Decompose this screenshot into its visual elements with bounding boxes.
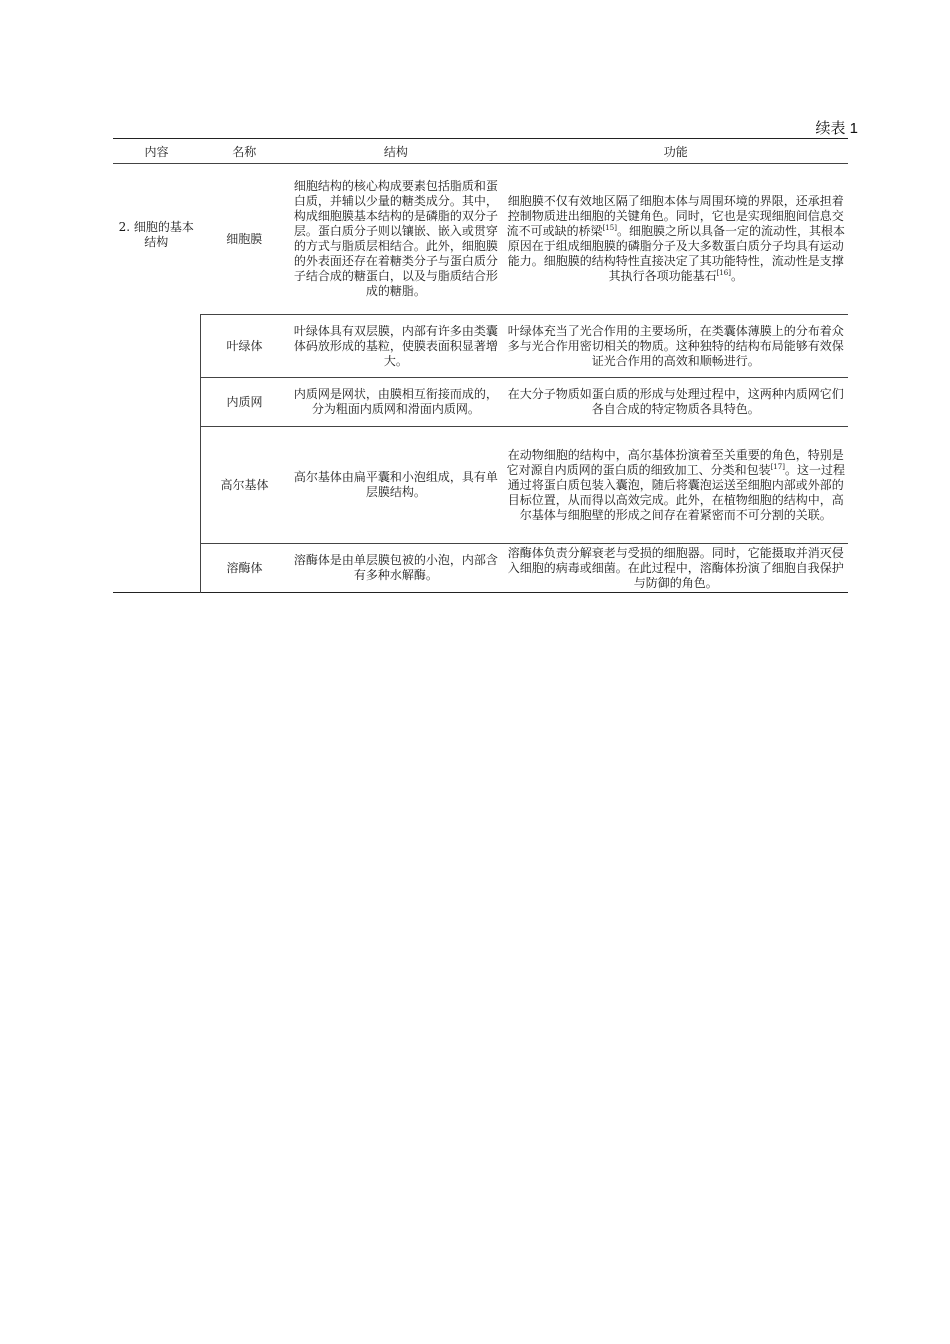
table-row [113, 544, 848, 593]
function-text: 。 [730, 269, 743, 283]
row-function: 溶酶体负责分解衰老与受损的细胞器。同时，它能摄取并消灭侵入细胞的病毒或细菌。在此过程中，溶酶体扮演了细胞自我保护与防御的角色。 [504, 544, 848, 593]
row-structure: 内质网是网状，由膜相互衔接而成的，分为粗面内质网和滑面内质网。 [288, 378, 503, 427]
citation: [16] [716, 269, 731, 277]
row-structure: 溶酶体是由单层膜包被的小泡，内部含有多种水解酶。 [288, 544, 503, 593]
function-text: 。这一过程通过将蛋白质包装入囊泡，随后将囊泡运送至细胞内部或外部的目标位置，从而得以高效完成。此外，在植物细胞的结构中，高尔基体与细胞壁的形成之间存在着紧密而不可分割的关联。 [507, 462, 845, 522]
category-cell: 2. 细胞的基本结构 [118, 220, 194, 249]
row-name: 细胞膜 [226, 231, 263, 246]
table-header-row [113, 139, 848, 164]
row-name: 内质网 [200, 378, 288, 427]
function-text: 细胞膜不仅有效地区隔了细胞本体与周围环境的界限，还承担着控制物质进出细胞的关键角色。同时，它也是实现细胞间信息交流不可或缺的桥梁 [506, 194, 844, 238]
citation: [17] [770, 462, 785, 471]
row-name: 溶酶体 [200, 544, 288, 593]
header-name: 名称 [200, 139, 288, 164]
row-structure: 细胞结构的核心构成要素包括脂质和蛋白质，并辅以少量的糖类成分。其中，构成细胞膜基本结构的是磷脂的双分子层。蛋白质分子则以镶嵌、嵌入或贯穿的方式与脂质层相结合。此外，细胞膜的外表面还存在着糖类分子与蛋白质分子结合成的糖蛋白，以及与脂质结合形成的糖脂。 [293, 179, 498, 298]
header-structure: 结构 [288, 139, 503, 164]
cell-structure-table [113, 138, 848, 593]
citation: [15] [602, 224, 617, 232]
row-structure: 叶绿体具有双层膜，内部有许多由类囊体码放形成的基粒，使膜表面积显著增大。 [288, 315, 503, 378]
table-row [113, 427, 848, 544]
table-caption: 续表 1 [815, 120, 858, 137]
row-function [504, 427, 848, 544]
header-function: 功能 [504, 139, 848, 164]
table-row [113, 164, 848, 315]
row-function: 叶绿体充当了光合作用的主要场所，在类囊体薄膜上的分布着众多与光合作用密切相关的物质。这种独特的结构布局能够有效保证光合作用的高效和顺畅进行。 [504, 315, 848, 378]
row-name: 叶绿体 [200, 315, 288, 378]
table-row [113, 315, 848, 378]
row-function: 在大分子物质如蛋白质的形成与处理过程中，这两种内质网它们各自合成的特定物质各具特色。 [504, 378, 848, 427]
row-name: 高尔基体 [200, 427, 288, 544]
function-text: 在动物细胞的结构中，高尔基体扮演着至关重要的角色，特别是它对源自内质网的蛋白质的细致加工、分类和包装 [506, 447, 844, 477]
row-structure: 高尔基体由扁平囊和小泡组成，具有单层膜结构。 [288, 427, 503, 544]
table-row [113, 378, 848, 427]
function-text: 。细胞膜之所以具备一定的流动性，其根本原因在于组成细胞膜的磷脂分子及大多数蛋白质分子均具有运动能力。细胞膜的结构特性直接决定了其功能特性，流动性是支撑其执行各项功能基石 [507, 224, 845, 283]
header-content: 内容 [113, 139, 200, 164]
row-function [504, 164, 848, 315]
